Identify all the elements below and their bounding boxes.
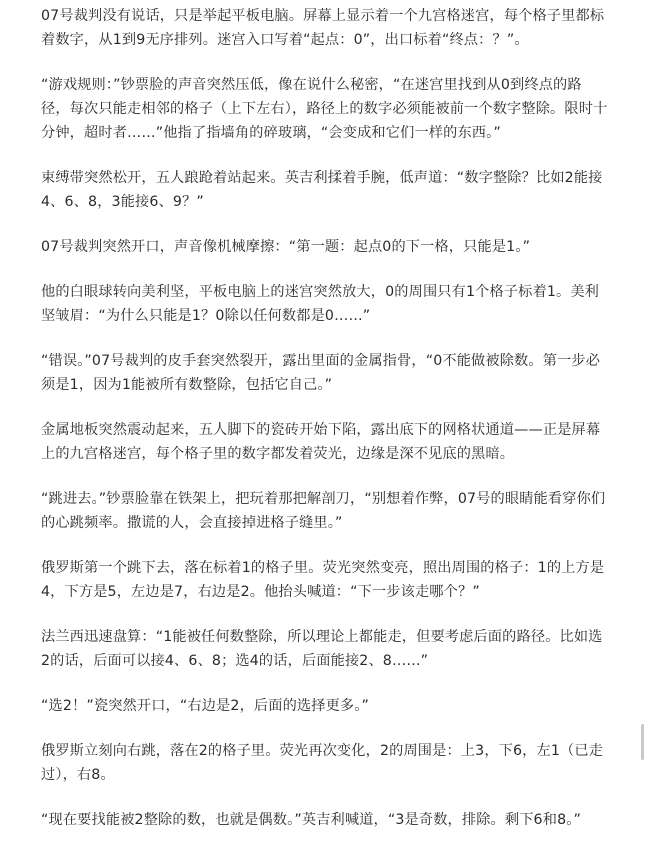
paragraph: 金属地板突然震动起来，五人脚下的瓷砖开始下陷，露出底下的网格状通道——正是屏幕上的九宫格迷宫，每个格子里的数字都发着荧光，边缘是深不见底的黑暗。 [41, 422, 601, 462]
paragraph: 07号裁判突然开口，声音像机械摩擦：“第一题：起点0的下一格，只能是1。” [41, 239, 531, 255]
paragraph: 俄罗斯立刻向右跳，落在2的格子里。荧光再次变化，2的周围是：上3，下6，左1（已走过），右8。 [41, 743, 604, 783]
paragraph: “跳进去。”钞票脸靠在铁架上，把玩着那把解剖刀，“别想着作弊，07号的眼睛能看穿你们的心跳频率。撒谎的人，会直接掉进格子缝里。” [41, 491, 606, 531]
paragraph: “游戏规则：”钞票脸的声音突然压低，像在说什么秘密，“在迷宫里找到从0到终点的路径，每次只能走相邻的格子（上下左右），路径上的数字必须能被前一个数字整除。限时十分钟，超时者……”他指了指墙角的碎玻璃，“会变成和它们一样的东西。” [41, 77, 608, 141]
paragraph: “错误。”07号裁判的皮手套突然裂开，露出里面的金属指骨，“0不能做被除数。第一步必须是1，因为1能被所有数整除，包括它自己。” [41, 353, 601, 393]
paragraph: 俄罗斯第一个跳下去，落在标着1的格子里。荧光突然变亮，照出周围的格子：1的上方是4，下方是5，左边是7，右边是2。他抬头喊道：“下一步该走哪个？” [41, 560, 605, 600]
paragraph: 他的白眼球转向美利坚，平板电脑上的迷宫突然放大，0的周围只有1个格子标着1。美利坚皱眉：“为什么只能是1？0除以任何数都是0……” [41, 284, 600, 324]
paragraph: 07号裁判没有说话，只是举起平板电脑。屏幕上显示着一个九宫格迷宫，每个格子里都标着数字，从1到9无序排列。迷宫入口写着“起点：0”，出口标着“终点：？”。 [41, 8, 605, 48]
scrollbar-thumb[interactable] [641, 724, 644, 760]
article-body [41, 0, 609, 853]
paragraph: 束缚带突然松开，五人踉跄着站起来。英吉利揉着手腕，低声道：“数字整除？比如2能接4、6、8，3能接6、9？” [41, 170, 603, 210]
paragraph: “选2！”瓷突然开口，“右边是2，后面的选择更多。” [41, 698, 370, 714]
paragraph: “现在要找能被2整除的数，也就是偶数。”英吉利喊道，“3是奇数，排除。剩下6和8。” [41, 812, 581, 828]
paragraph: 法兰西迅速盘算：“1能被任何数整除，所以理论上都能走，但要考虑后面的路径。比如选2的话，后面可以接4、6、8；选4的话，后面能接2、8……” [41, 629, 603, 669]
